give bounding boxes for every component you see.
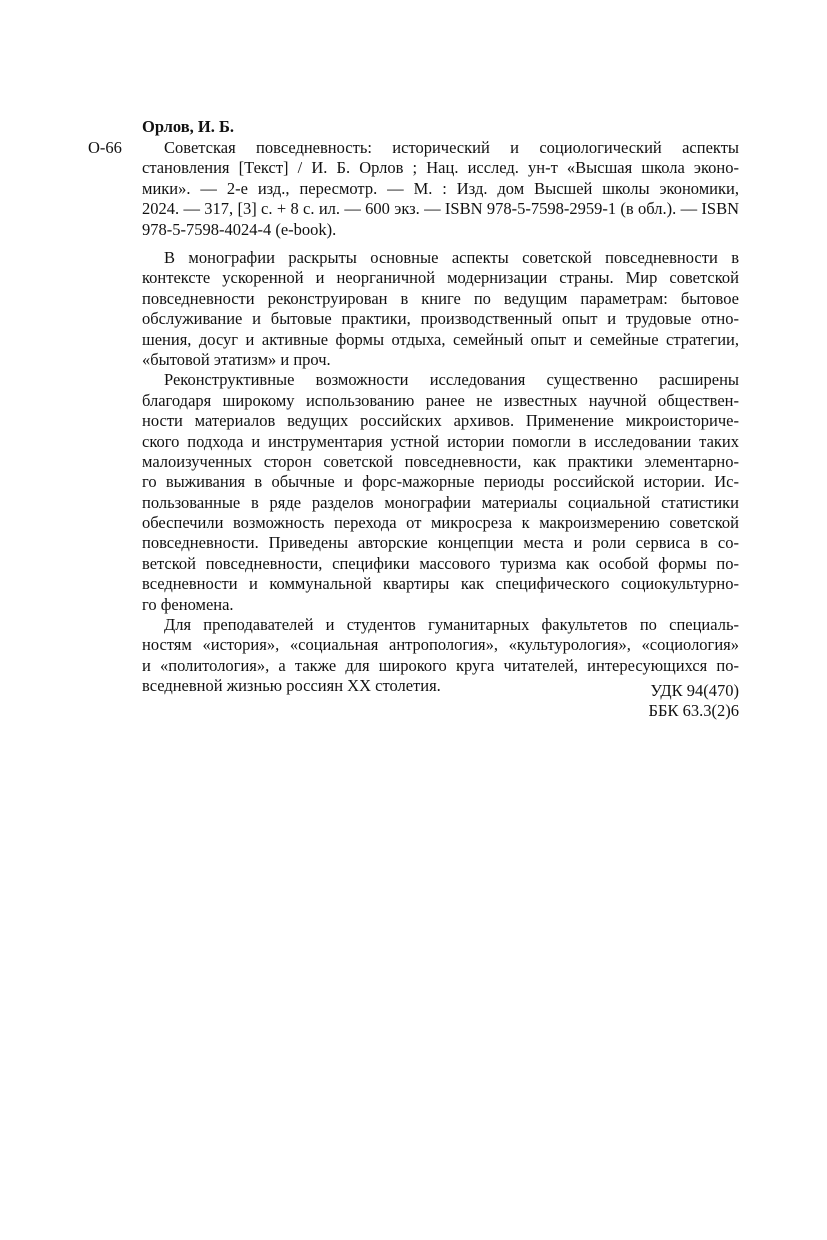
abstract-line: ности материалов ведущих российских архивов. Применение микроисториче- bbox=[142, 411, 739, 431]
abstract-line: го феномена. bbox=[142, 594, 234, 614]
abstract-line: малоизученных сторон советской повседневности, как практики элементарно- bbox=[142, 451, 739, 471]
udk-index: УДК 94(470) bbox=[650, 681, 739, 700]
bib-line: становления [Текст] / И. Б. Орлов ; Нац. исслед. ун-т «Высшая школа эконо- bbox=[142, 158, 739, 178]
abstract bbox=[142, 248, 739, 697]
bib-line: 978-5-7598-4024-4 (e-book). bbox=[142, 219, 337, 239]
bibliographic-description bbox=[142, 138, 739, 240]
abstract-line: вседневности и коммунальной квартиры как специфического социокультурно- bbox=[142, 574, 739, 594]
abstract-line: ветской повседневности, специфики массового туризма как особой формы по- bbox=[142, 553, 739, 573]
abstract-line: и «политология», а также для широкого круга читателей, интересующихся по- bbox=[142, 655, 739, 675]
abstract-line: повседневности реконструирован в книге по ведущим параметрам: бытовое bbox=[142, 288, 739, 308]
abstract-line: обслуживание и бытовые практики, производственный опыт и трудовые отно- bbox=[142, 309, 739, 329]
abstract-line: Для преподавателей и студентов гуманитарных факультетов по специаль- bbox=[164, 615, 739, 635]
abstract-line: ского подхода и инструментария устной истории помогли в исследовании таких bbox=[142, 431, 739, 451]
abstract-line: пользованные в ряде разделов монографии материалы социальной статистики bbox=[142, 492, 739, 512]
abstract-line: Реконструктивные возможности исследования существенно расширены bbox=[164, 370, 739, 390]
abstract-line: ностям «история», «социальная антропология», «культурология», «социология» bbox=[142, 635, 739, 655]
abstract-line: вседневной жизнью россиян XX столетия. bbox=[142, 676, 441, 696]
author-heading: Орлов, И. Б. bbox=[142, 117, 234, 136]
classification-indexes bbox=[649, 681, 739, 722]
abstract-line: повседневности. Приведены авторские концепции места и роли сервиса в со- bbox=[142, 533, 739, 553]
abstract-line: контексте ускоренной и неорганичной модернизации страны. Мир советской bbox=[142, 268, 739, 288]
bib-line: мики». — 2-е изд., пересмотр. — М. : Изд. дом Высшей школы экономики, bbox=[142, 178, 739, 198]
abstract-paragraph-1 bbox=[142, 248, 739, 370]
bbk-index: ББК 63.3(2)6 bbox=[648, 701, 739, 721]
abstract-line: благодаря широкому использованию ранее не известных научной обществен- bbox=[142, 390, 739, 410]
abstract-line: «бытовой этатизм» и проч. bbox=[142, 349, 331, 369]
abstract-line: го выживания в обычные и форс-мажорные периоды российской истории. Ис- bbox=[142, 472, 739, 492]
abstract-paragraph-2 bbox=[142, 370, 739, 615]
bib-line: 2024. — 317, [3] с. + 8 с. ил. — 600 экз. — ISBN 978-5-7598-2959-1 (в обл.). — ISBN bbox=[142, 199, 739, 219]
author-sign-code: О-66 bbox=[88, 138, 122, 157]
abstract-line: В монографии раскрыты основные аспекты советской повседневности в bbox=[164, 248, 739, 267]
abstract-line: шения, досуг и активные формы отдыха, семейный опыт и семейные стратегии, bbox=[142, 329, 739, 349]
abstract-line: обеспечили возможность перехода от микросреза к макроизмерению советской bbox=[142, 513, 739, 533]
bib-line: Советская повседневность: исторический и социологический аспекты bbox=[164, 138, 739, 157]
